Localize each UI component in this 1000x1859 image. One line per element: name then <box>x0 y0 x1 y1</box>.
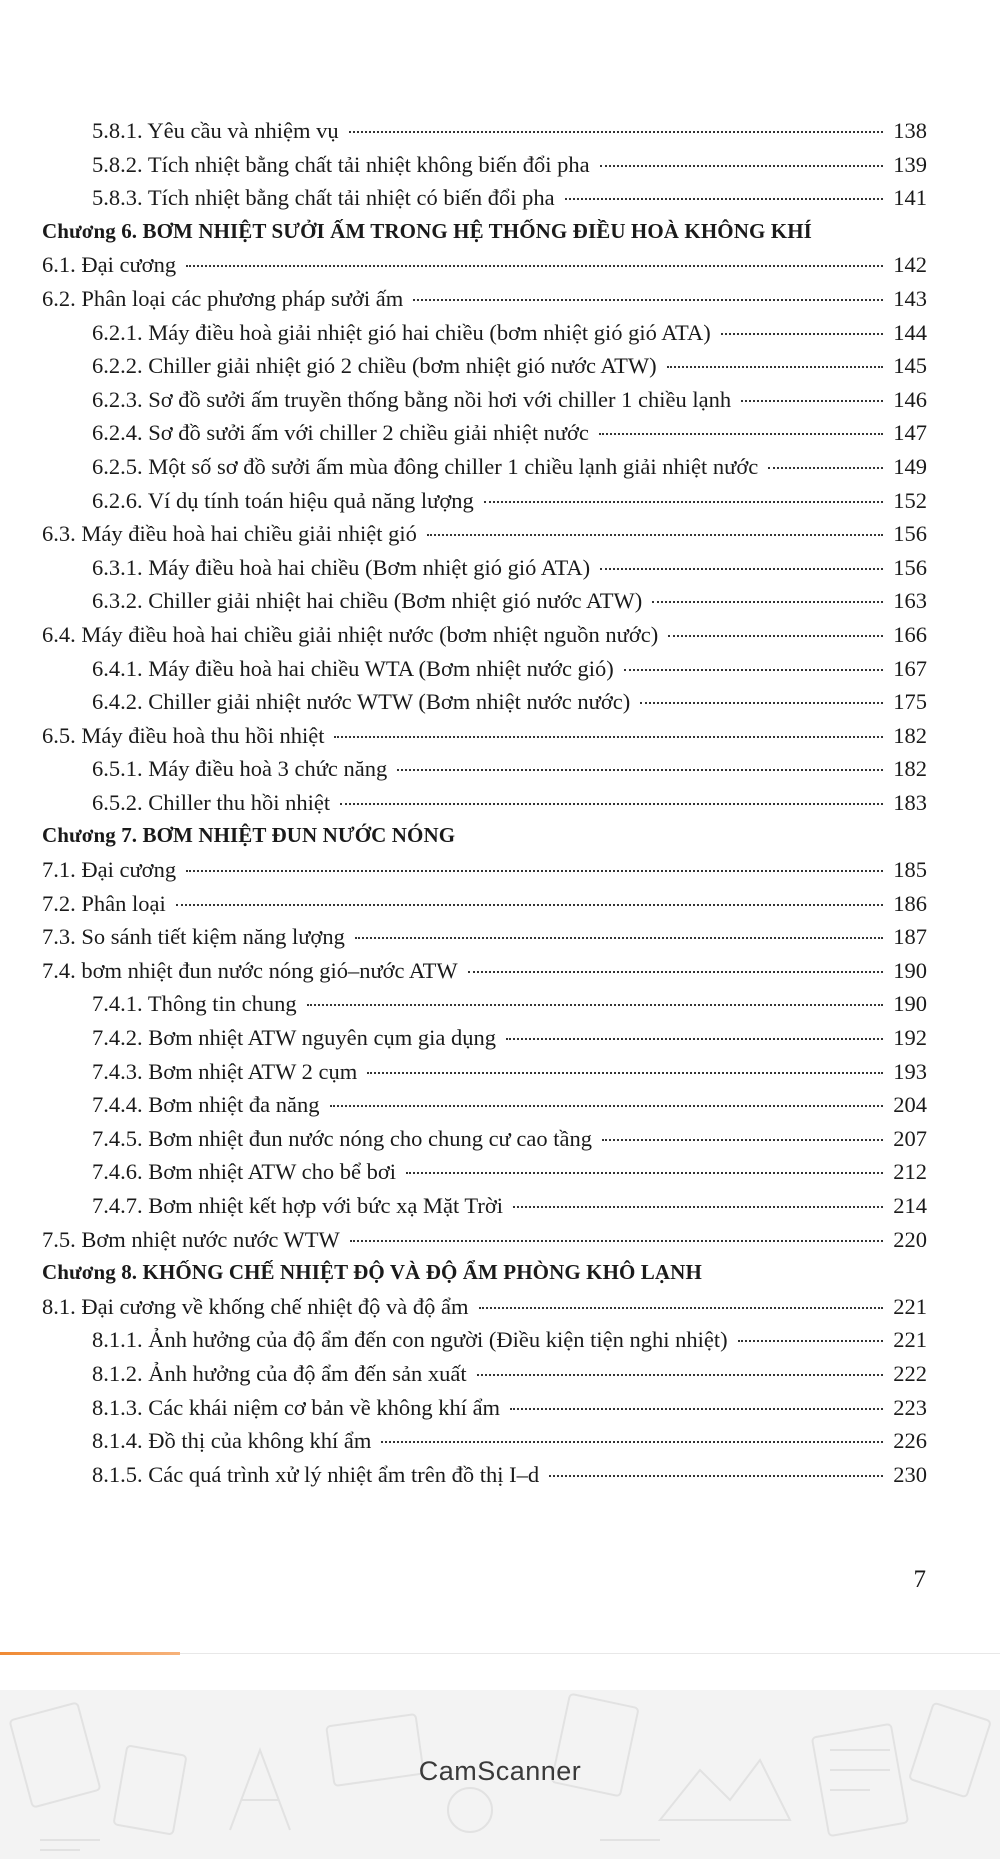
toc-dot-leader <box>186 265 883 267</box>
toc-entry <box>42 719 927 753</box>
toc-page-number: 138 <box>893 118 927 143</box>
toc-dot-leader <box>652 601 883 603</box>
toc-entry <box>42 450 927 484</box>
toc-entry <box>42 1088 927 1122</box>
toc-page-number: 192 <box>893 1025 927 1051</box>
toc-page-number: 182 <box>893 756 927 782</box>
toc-chapter-heading <box>42 1256 927 1290</box>
toc-page-number: 142 <box>893 252 927 278</box>
toc-entry-label: 7.3. So sánh tiết kiệm năng lượng <box>42 924 345 950</box>
toc-entry <box>42 484 927 518</box>
toc-entry <box>42 1290 927 1324</box>
toc-page-number: 156 <box>893 521 927 547</box>
toc-entry <box>42 114 927 148</box>
toc-page-number: 204 <box>893 1092 927 1118</box>
camscanner-watermark: CamScanner <box>418 1756 582 1786</box>
toc-page-number: 186 <box>893 890 927 916</box>
toc-page-number: 212 <box>893 1159 927 1185</box>
toc-dot-leader <box>350 1240 883 1242</box>
toc-entry-label: Chương 6. BƠM NHIỆT SƯỞI ẤM TRONG HỆ THỐNG ĐIỀU HOÀ KHÔNG KHÍ <box>42 218 812 243</box>
toc-entry <box>42 786 927 820</box>
toc-entry-label: 6.4. Máy điều hoà hai chiều giải nhiệt nước (bơm nhiệt nguồn nước) <box>42 621 659 647</box>
toc-dot-leader <box>721 333 883 335</box>
toc-dot-leader <box>477 1374 883 1376</box>
toc-page-number: 214 <box>893 1193 927 1218</box>
toc-entry <box>42 551 927 585</box>
toc-entry <box>42 853 927 887</box>
toc-entry-label: 5.8.2. Tích nhiệt bằng chất tải nhiệt không biến đổi pha <box>92 151 590 177</box>
toc-dot-leader <box>176 904 883 906</box>
toc-entry-label: 6.1. Đại cương <box>42 252 177 278</box>
toc-entry-label: 6.4.2. Chiller giải nhiệt nước WTW (Bơm nhiệt nước nước) <box>92 689 631 715</box>
toc-dot-leader <box>549 1475 883 1477</box>
toc-page-number: 221 <box>893 1327 927 1353</box>
toc-entry <box>42 316 927 350</box>
toc-entry-label: 7.4.2. Bơm nhiệt ATW nguyên cụm gia dụng <box>92 1025 496 1051</box>
toc-entry-label: 5.8.1. Yêu cầu và nhiệm vụ <box>92 118 339 143</box>
toc-dot-leader <box>427 534 883 536</box>
toc-entry-label: 7.5. Bơm nhiệt nước nước WTW <box>42 1226 340 1252</box>
toc-page-number: 175 <box>893 689 927 715</box>
toc-entry-label: 7.4.3. Bơm nhiệt ATW 2 cụm <box>92 1058 358 1084</box>
toc-entry-label: 6.2.1. Máy điều hoà giải nhiệt gió hai chiều (bơm nhiệt gió gió ATA) <box>92 319 711 345</box>
toc-entry <box>42 282 927 316</box>
toc-entry <box>42 1189 927 1223</box>
toc-entry <box>42 1055 927 1089</box>
toc-entry-label: 6.2.2. Chiller giải nhiệt gió 2 chiều (bơm nhiệt gió nước ATW) <box>92 353 657 379</box>
toc-entry <box>42 248 927 282</box>
toc-entry-label: 6.2.4. Sơ đồ sưởi ấm với chiller 2 chiều giải nhiệt nước <box>92 420 589 446</box>
toc-dot-leader <box>624 669 883 671</box>
toc-dot-leader <box>413 299 883 301</box>
toc-entry <box>42 1021 927 1055</box>
toc-page-number: 207 <box>893 1125 927 1151</box>
toc-dot-leader <box>600 165 883 167</box>
toc-entry <box>42 1323 927 1357</box>
toc-entry-label: 8.1.5. Các quá trình xử lý nhiệt ẩm trên đồ thị I–d <box>92 1461 540 1487</box>
toc-entry-label: 8.1.4. Đồ thị của không khí ẩm <box>92 1428 372 1454</box>
toc-entry <box>42 1155 927 1189</box>
toc-entry-label: 8.1. Đại cương về khống chế nhiệt độ và độ ẩm <box>42 1293 469 1319</box>
toc-entry-label: 7.4.4. Bơm nhiệt đa năng <box>92 1092 320 1118</box>
toc-page-number: 183 <box>893 789 927 815</box>
toc-entry <box>42 1223 927 1257</box>
toc-entry-label: 6.5.2. Chiller thu hồi nhiệt <box>92 789 331 815</box>
toc-entry <box>42 752 927 786</box>
divider-line <box>180 1653 1000 1654</box>
toc-entry <box>42 584 927 618</box>
toc-entry-label: Chương 8. KHỐNG CHẾ NHIỆT ĐỘ VÀ ĐỘ ẨM PHÒNG KHÔ LẠNH <box>42 1260 702 1285</box>
toc-dot-leader <box>479 1307 884 1309</box>
toc-dot-leader <box>367 1072 883 1074</box>
toc-page-number: 220 <box>893 1226 927 1252</box>
toc-entry <box>42 349 927 383</box>
toc-dot-leader <box>565 198 883 200</box>
toc-entry-label: 7.4.6. Bơm nhiệt ATW cho bể bơi <box>92 1159 396 1185</box>
toc-dot-leader <box>307 1004 883 1006</box>
toc-entry <box>42 685 927 719</box>
toc-entry-label: 8.1.2. Ảnh hưởng của độ ẩm đến sản xuất <box>92 1360 467 1386</box>
toc-entry <box>42 383 927 417</box>
toc-dot-leader <box>599 433 883 435</box>
toc-entry <box>42 416 927 450</box>
toc-dot-leader <box>349 131 883 133</box>
toc-entry <box>42 652 927 686</box>
toc-page-number: 182 <box>893 722 927 748</box>
toc-dot-leader <box>355 937 883 939</box>
toc-page-number: 149 <box>893 453 927 479</box>
toc-dot-leader <box>186 870 883 872</box>
toc-entry-label: 6.2. Phân loại các phương pháp sưởi ấm <box>42 285 404 311</box>
toc-entry-label: 7.2. Phân loại <box>42 890 166 916</box>
toc-dot-leader <box>340 803 883 805</box>
toc-page-number: 141 <box>893 185 927 211</box>
toc-page-number: 230 <box>893 1461 927 1487</box>
toc-entry-label: 6.5. Máy điều hoà thu hồi nhiệt <box>42 722 325 748</box>
toc-entry-label: 6.5.1. Máy điều hoà 3 chức năng <box>92 756 388 782</box>
orange-accent-line <box>0 1652 180 1655</box>
toc-page-number: 190 <box>893 991 927 1017</box>
toc-dot-leader <box>640 702 883 704</box>
toc-entry-label: 6.4.1. Máy điều hoà hai chiều WTA (Bơm nhiệt nước gió) <box>92 655 614 681</box>
toc-entry-label: 6.3. Máy điều hoà hai chiều giải nhiệt gió <box>42 521 417 547</box>
toc-dot-leader <box>468 971 883 973</box>
toc-dot-leader <box>397 769 883 771</box>
toc-entry <box>42 1458 927 1492</box>
toc-entry-label: 7.4.1. Thông tin chung <box>92 991 297 1017</box>
toc-entry-label: 6.2.6. Ví dụ tính toán hiệu quả năng lượng <box>92 487 474 513</box>
toc-page-number: 221 <box>893 1293 927 1319</box>
toc-entry <box>42 618 927 652</box>
toc-chapter-heading <box>42 819 927 853</box>
toc-dot-leader <box>738 1340 883 1342</box>
toc-dot-leader <box>334 736 883 738</box>
toc-page-number: 139 <box>893 151 927 177</box>
toc-page-number: 187 <box>893 924 927 950</box>
toc-entry-label: Chương 7. BƠM NHIỆT ĐUN NƯỚC NÓNG <box>42 823 456 848</box>
toc-entry <box>42 517 927 551</box>
toc-entry-label: 6.3.2. Chiller giải nhiệt hai chiều (Bơm nhiệt gió nước ATW) <box>92 588 643 614</box>
toc-page-number: 166 <box>893 621 927 647</box>
toc-entry <box>42 920 927 954</box>
toc-dot-leader <box>484 501 883 503</box>
toc-entry-label: 6.3.1. Máy điều hoà hai chiều (Bơm nhiệt gió gió ATA) <box>92 554 591 580</box>
toc-entry <box>42 987 927 1021</box>
toc-dot-leader <box>406 1172 883 1174</box>
toc-page-number: 147 <box>893 420 927 446</box>
page-number: 7 <box>913 1566 926 1593</box>
toc-entry-label: 7.1. Đại cương <box>42 857 177 883</box>
toc-entry <box>42 1357 927 1391</box>
toc-page-number: 152 <box>893 487 927 513</box>
toc-dot-leader <box>510 1408 883 1410</box>
toc-page-number: 223 <box>893 1394 927 1420</box>
toc-page-number: 163 <box>893 588 927 614</box>
toc-entry-label: 7.4.7. Bơm nhiệt kết hợp với bức xạ Mặt Trời <box>92 1193 504 1218</box>
toc-dot-leader <box>330 1105 884 1107</box>
toc-page-number: 193 <box>893 1058 927 1084</box>
toc-dot-leader <box>600 568 883 570</box>
toc-dot-leader <box>741 400 883 402</box>
toc-page-number: 226 <box>893 1428 927 1454</box>
toc-dot-leader <box>381 1441 883 1443</box>
toc-entry <box>42 1391 927 1425</box>
toc-page-number: 144 <box>893 319 927 345</box>
toc-entry-label: 6.2.5. Một số sơ đồ sưởi ấm mùa đông chiller 1 chiều lạnh giải nhiệt nước <box>92 453 759 479</box>
toc-entry <box>42 1424 927 1458</box>
toc-entry-label: 5.8.3. Tích nhiệt bằng chất tải nhiệt có biến đổi pha <box>92 185 555 211</box>
toc-entry <box>42 954 927 988</box>
toc-page-number: 185 <box>893 857 927 883</box>
toc-entry-label: 8.1.3. Các khái niệm cơ bản về không khí ẩm <box>92 1394 501 1420</box>
toc-page-number: 156 <box>893 554 927 580</box>
toc-entry <box>42 148 927 182</box>
toc-entry <box>42 1122 927 1156</box>
toc-dot-leader <box>768 467 883 469</box>
toc-page-number: 190 <box>893 957 927 983</box>
toc-chapter-heading <box>42 215 927 249</box>
toc-dot-leader <box>668 635 883 637</box>
toc-entry-label: 8.1.1. Ảnh hưởng của độ ẩm đến con người (Điều kiện tiện nghi nhiệt) <box>92 1327 728 1353</box>
toc-dot-leader <box>602 1139 883 1141</box>
toc-entry <box>42 181 927 215</box>
toc-entry-label: 7.4.5. Bơm nhiệt đun nước nóng cho chung cư cao tầng <box>92 1125 592 1151</box>
toc-page-number: 143 <box>893 285 927 311</box>
toc-entry-label: 7.4. bơm nhiệt đun nước nóng gió–nước ATW <box>42 957 458 983</box>
toc-entry-label: 6.2.3. Sơ đồ sưởi ấm truyền thống bằng nồi hơi với chiller 1 chiều lạnh <box>92 386 732 412</box>
toc-page-number: 222 <box>893 1360 927 1386</box>
toc-dot-leader <box>513 1206 883 1208</box>
toc-page-number: 145 <box>893 353 927 379</box>
toc-entry <box>42 887 927 921</box>
toc-page-number: 167 <box>893 655 927 681</box>
table-of-contents <box>42 114 927 1491</box>
toc-dot-leader <box>506 1038 883 1040</box>
toc-dot-leader <box>667 366 883 368</box>
toc-page-number: 146 <box>893 386 927 412</box>
scanner-footer <box>0 1690 1000 1859</box>
